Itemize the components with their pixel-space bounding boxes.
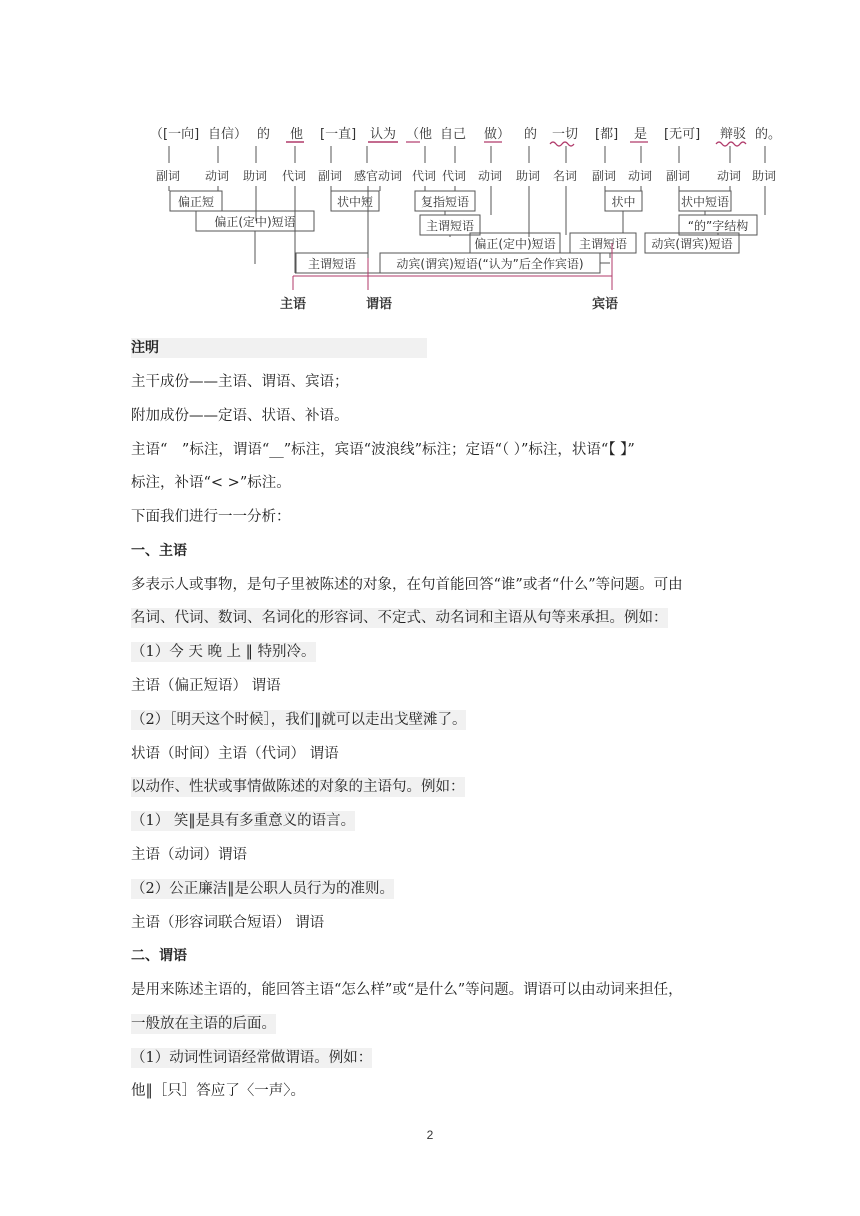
example-line: （1）动词性词语经常做谓语。例如： (131, 1050, 373, 1066)
sentence-word: 做） (484, 127, 511, 142)
text-line: 主语（偏正短语） 谓语 (131, 678, 281, 694)
sentence-word: 的。 (755, 127, 782, 142)
phrase-box-label: “的”字结构 (687, 219, 749, 233)
sentence-word: 自己 (440, 127, 467, 142)
pos-label: 副词 (318, 169, 343, 183)
pos-label: 动词 (478, 169, 503, 183)
sentence-word: 的 (524, 127, 538, 142)
page-number: 2 (426, 1128, 434, 1142)
text-line: 标注，补语“< >”标注。 (131, 475, 291, 491)
object-wavy-line (716, 142, 746, 146)
section-heading-subject: 一、主语 (131, 543, 187, 559)
phrase-box-label: 偏正(定中)短语 (474, 237, 556, 251)
role-subject: 主语 (280, 297, 307, 312)
pos-label: 动词 (628, 169, 653, 183)
example-line: （1）今 天 晚 上 ‖ 特别冷。 (131, 644, 316, 660)
phrase-box-label: 动宾(谓宾)短语(“认为”后全作宾语) (396, 257, 584, 271)
pos-label: 助词 (752, 169, 777, 183)
pos-label: 助词 (243, 169, 268, 183)
text-line: 主语“ ”标注，谓语“__”标注，宾语“波浪线”标注；定语“（ ）”标注，状语“【 】” (131, 442, 635, 458)
note-heading: 注明 (131, 338, 427, 358)
sentence-analysis-diagram (140, 118, 788, 324)
section-heading-predicate: 二、谓语 (131, 948, 187, 964)
phrase-box-label: 主谓短语 (307, 257, 357, 271)
sentence-word: 一切 (552, 127, 579, 142)
pos-label: 动词 (717, 169, 742, 183)
sentence-word: （[一向] (150, 127, 200, 142)
text-line: 一般放在主语的后面。 (131, 1016, 276, 1032)
sentence-word: 自信） (208, 127, 248, 142)
text-line: 下面我们进行一一分析： (131, 509, 291, 525)
pos-label: 代词 (412, 169, 437, 183)
object-wavy-line (550, 142, 574, 146)
text-line: 附加成份——定语、状语、补语。 (131, 408, 349, 424)
pos-label: 名词 (553, 169, 578, 183)
sentence-word: [一直] (320, 127, 357, 142)
text-line: 是用来陈述主语的，能回答主语“怎么样”或“是什么”等问题。谓语可以由动词来担任， (131, 982, 683, 998)
phrase-box-label: 偏正(定中)短语 (214, 215, 296, 229)
role-predicate: 谓语 (366, 297, 393, 312)
phrase-box-label: 动宾(谓宾)短语 (651, 237, 733, 251)
phrase-box-label: 主谓短语 (425, 219, 475, 233)
phrase-box-label: 复指短语 (420, 195, 470, 209)
pos-label: 副词 (666, 169, 691, 183)
text-line: 多表示人或事物，是句子里被陈述的对象，在句首能回答“谁”或者“什么”等问题。可由 (131, 577, 683, 593)
phrase-box-label: 状中 (611, 195, 636, 209)
sentence-word: 的 (257, 127, 271, 142)
text-line: 他‖［只］答应了〈一声〉。 (131, 1083, 305, 1099)
phrase-box-label: 状中短语 (680, 195, 730, 209)
text-line: 以动作、性状或事情做陈述的对象的主语句。例如： (131, 779, 465, 795)
phrase-box-label: 主谓短语 (578, 237, 628, 251)
pos-label: 副词 (592, 169, 617, 183)
sentence-word: 是 (634, 127, 648, 142)
pos-label: 动词 (205, 169, 230, 183)
pos-label: 代词 (442, 169, 467, 183)
sentence-word: 辩驳 (720, 127, 747, 142)
phrase-box-label: 偏正短 (177, 195, 215, 209)
example-line: （1） 笑‖是具有多重意义的语言。 (131, 813, 356, 829)
pos-label: 副词 (156, 169, 181, 183)
sentence-word: （他 (406, 127, 433, 142)
sentence-word: 他 (290, 127, 304, 142)
text-line: 状语（时间）主语（代词） 谓语 (131, 746, 339, 762)
text-line: 主干成份——主语、谓语、宾语； (131, 374, 349, 390)
example-line: （2）公正廉洁‖是公职人员行为的准则。 (131, 881, 394, 897)
text-line: 名词、代词、数词、名词化的形容词、不定式、动名词和主语从句等来承担。例如： (131, 610, 668, 626)
sentence-word: [无可] (664, 127, 701, 142)
example-line: （2）［明天这个时候］，我们‖就可以走出戈壁滩了。 (131, 712, 467, 728)
phrase-box-label: 状中短 (336, 195, 374, 209)
pos-label: 感官动词 (354, 169, 403, 183)
pos-label: 助词 (516, 169, 541, 183)
sentence-word: [都] (595, 127, 619, 142)
sentence-word: 认为 (370, 127, 397, 142)
role-object: 宾语 (592, 297, 619, 312)
text-line: 主语（动词）谓语 (131, 847, 247, 863)
pos-label: 代词 (282, 169, 307, 183)
text-line: 主语（形容词联合短语） 谓语 (131, 915, 325, 931)
